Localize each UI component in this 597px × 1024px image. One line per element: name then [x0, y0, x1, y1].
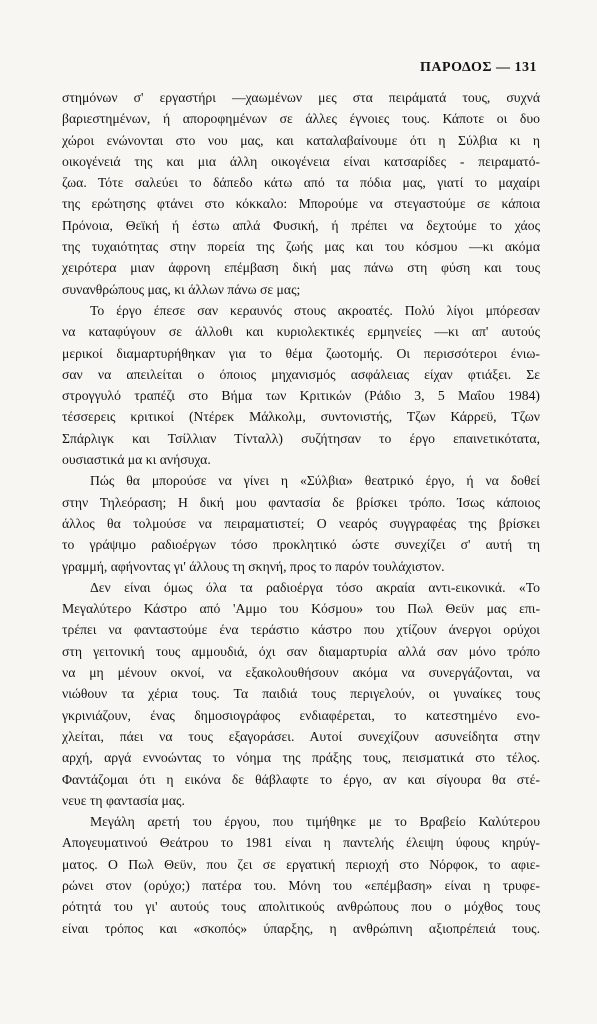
text-line: στην Τηλεόραση; Η δική μου φαντασία δε βρίσκει τρόπο. Ίσως κάποιος — [62, 494, 540, 510]
text-line: το γράψιμο ραδιοέργων τόσο προκλητικό ώστε συνεχίζει σ' αυτή τη — [62, 537, 540, 553]
text-line: Σπάρλιγκ και Τσίλλιαν Τίνταλλ) συζήτησαν το έργο επαινετικότατα, — [62, 430, 540, 446]
text-line: μερικοί διαμαρτυρήθηκαν για το θέμα ζωοτομής. Οι περισσότεροι ένιω- — [62, 345, 540, 361]
text-line: χλείται, πάει να τους εξαγοράσει. Αυτοί συνεχίζουν ασυνείδητα στην — [62, 728, 540, 744]
text-line: νευε τη φαντασία μας. — [62, 792, 185, 808]
text-line: Δεν είναι όμως όλα τα ραδιοέργα τόσο ακραία αντι-εικονικά. «Το — [90, 579, 540, 595]
text-line: να καταφύγουν σε άλλοθι και κυριολεκτικές ερμηνείες —κι απ' αυτούς — [62, 324, 540, 340]
body-text — [62, 87, 540, 939]
text-line: ζωα. Τότε σαλεύει το δάπεδο κάτω από τα πόδια μας, γιατί το μαχαίρι — [62, 175, 540, 191]
text-line: νιώθουν τα χέρια τους. Τα παιδιά τους περιγελούν, οι γυναίκες τους — [62, 686, 540, 702]
text-line: στη γειτονική τους αμμουδιά, όχι σαν διαμαρτυρία αλλά σαν μόνο τρόπο — [62, 643, 540, 659]
text-line: συνανθρώπους μας, κι άλλων πάνω σε μας; — [62, 281, 301, 297]
text-line: ρώνει στον (ορύχο;) πατέρα του. Μόνη του «επέμβαση» είναι η τρυφε- — [62, 877, 540, 893]
text-line: αρχή, αργά εννοώντας το νόημα της πράξης τους, πεισματικά στο τέλος. — [62, 750, 540, 766]
text-line: Μεγαλύτερο Κάστρο από 'Αμμο του Κόσμου» του Πωλ Θεϋν μας επι- — [62, 601, 540, 617]
text-line: Μεγάλη αρετή του έργου, που τιμήθηκε με το Βραβείο Καλύτερου — [90, 814, 540, 830]
text-line: στημόνων σ' εργαστήρι —χαωμένων μες στα πειράματά τους, συχνά — [62, 90, 540, 105]
text-line: τέσσερεις κριτικοί (Ντέρεκ Μάλκολμ, συντονιστής, Τζων Κάρρεϋ, Τζων — [62, 409, 540, 425]
text-line: να μη μένουν οκνοί, να εξακολουθήσουν ακόμα να συνεργάζονται, να — [62, 665, 540, 681]
text-line: άλλος θα τολμούσε να πειραματιστεί; Ο νεαρός συγγραφέας της βρίσκει — [62, 515, 540, 531]
text-line: χώροι ενώνονται στο νου μας, και καταλαβαίνουμε ότι η Σύλβια κι η — [62, 132, 540, 148]
text-line: Το έργο έπεσε σαν κεραυνός στους ακροατές. Πολύ λίγοι μπόρεσαν — [90, 302, 540, 318]
text-line: Απογευματινού Θεάτρου το 1981 είναι η παντελής έλειψη ύφους κηρύγ- — [62, 835, 540, 851]
text-line: Πώς θα μπορούσε να γίνει η «Σύλβια» θεατρικό έργο, ή να δοθεί — [90, 473, 540, 489]
text-line: σαν να απειλείται ο όποιος μηχανισμός ασφάλειας είχαν φτιάξει. Σε — [62, 366, 540, 382]
text-line: της τυχαιότητας στην πορεία της ζωής μας και του κόσμου —κι ακόμα — [62, 239, 540, 255]
text-line: οικογένειά της και μια άλλη οικογένεια είναι κατσαρίδες - πειραματό- — [62, 153, 540, 169]
text-line: χειρότερα μιαν άφρονη επέμβαση δική μας πάνω στη φύση και τους — [62, 260, 540, 276]
running-header: ΠΑΡΟΔΟΣ — 131 — [420, 60, 537, 75]
text-line: Πρόνοια, Θεϊκή ή έστω απλά Φυσική, ή πρέπει να δεχτούμε το χάος — [62, 217, 540, 233]
text-line: της ερώτησης φτάνει στο κόκκαλο: Μπορούμε να στεγαστούμε σε κάποια — [62, 196, 540, 212]
text-line: ουσιαστικά μα κι ανήσυχα. — [62, 452, 211, 468]
text-line: στρογγυλό τραπέζι στο Βήμα των Κριτικών (Ράδιο 3, 5 Μαΐου 1984) — [62, 388, 540, 404]
text-line: βαριεστημένων, ή αποροφημένων σε άλλες έγνοιες τους. Κάποτε οι δυο — [62, 111, 540, 127]
text-line: Φαντάζομαι ότι η εικόνα δε θάβλαφτε το έργο, αν και σίγουρα θα στέ- — [62, 771, 540, 787]
text-line: είναι τρόπος και «σκοπός» ύπαρξης, η ανθρώπινη αξιοπρέπειά τους. — [62, 920, 540, 936]
text-line: ρότητά του γι' αυτούς τους απολιτικούς ανθρώπους που ο μόχθος τους — [62, 899, 540, 915]
text-line: τρέπει να φανταστούμε ένα τεράστιο κάστρο που χτίζουν άνεργοι ορύχοι — [62, 622, 540, 638]
text-line: γκρινιάζουν, ένας δημοσιογράφος ενδιαφέρεται, το κατεστημένο ενο- — [62, 707, 540, 723]
text-line: ματος. Ο Πωλ Θεϋν, που ζει σε εργατική περιοχή στο Νόρφοκ, το αφιε- — [62, 856, 540, 872]
text-line: γραμμή, αφήνοντας γι' άλλους τη σκηνή, προς το παρόν τουλάχιστον. — [62, 558, 445, 574]
